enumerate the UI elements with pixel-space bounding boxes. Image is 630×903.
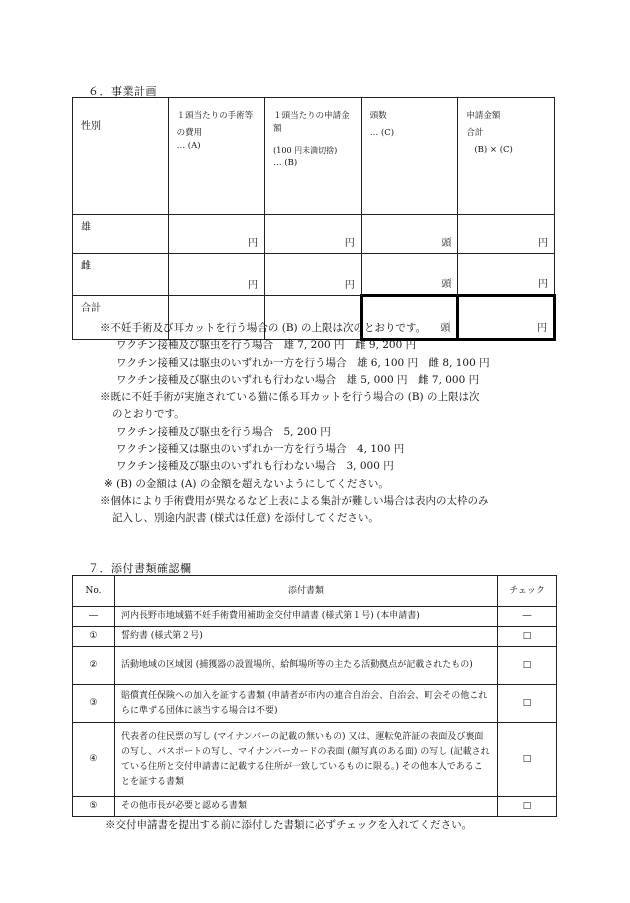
table-row: [73, 685, 557, 723]
header-check: チェック: [498, 576, 557, 607]
header-cost-line2: の費用: [176, 128, 203, 138]
checkbox[interactable]: □: [498, 685, 557, 723]
row-label-male: 雄: [73, 215, 169, 254]
checkbox[interactable]: □: [498, 627, 557, 647]
checkbox[interactable]: □: [498, 797, 557, 817]
note-line: ワクチン接種及び駆虫を行う場合 5, 200 円: [116, 425, 331, 438]
header-req-line1: １頭当たりの申請金: [273, 111, 350, 121]
row-label-total: 合計: [73, 296, 169, 340]
notes-block: [100, 320, 570, 528]
attachments-table: [72, 575, 557, 817]
total-heads-cell: 頭: [361, 296, 458, 340]
unit-cell: 円: [265, 254, 362, 296]
note-line: ※不妊手術及び耳カットを行う場合の (B) の上限は次のとおりです。: [100, 322, 427, 334]
row-doc: 活動地域の区域図 (捕獲器の設置場所、給餌場所等の主たる活動拠点が記載されたもの): [114, 647, 497, 685]
row-no: ④: [73, 723, 115, 797]
unit-cell: 頭: [361, 254, 458, 296]
header-total-line3: (B) × (C): [474, 145, 513, 155]
table-row: [73, 627, 557, 647]
note-line: ワクチン接種又は駆虫のいずれか一方を行う場合 雄 6, 100 円 雌 8, 100 円: [116, 356, 490, 369]
table-row: [73, 797, 557, 817]
row-doc: 代表者の住民票の写し (マイナンバーの記載の無いもの) 又は、運転免許証の表面及び裏面の写し、パスポートの写し、マイナンバーカードの表面 (顔写真のある面) の写し (記載されている住所と交付申請書に記載する住所が一致しているものに限る。) その他本人であることを証する書類: [114, 723, 497, 797]
header-sex: 性別: [73, 98, 169, 215]
row-check: ―: [498, 607, 557, 627]
header-total-line2: 合計: [466, 128, 484, 138]
table-header-row: [73, 98, 555, 215]
row-no: ②: [73, 647, 115, 685]
table-row: [73, 607, 557, 627]
unit-cell: 円: [458, 254, 555, 296]
table-row: [73, 723, 557, 797]
note-line: ワクチン接種及び駆虫のいずれも行わない場合 3, 000 円: [116, 460, 394, 473]
header-total: [458, 98, 555, 215]
section7-title: ７．添付書類確認欄: [88, 562, 192, 575]
note-line: ワクチン接種又は駆虫のいずれか一方を行う場合 4, 100 円: [116, 443, 405, 456]
checkbox[interactable]: □: [498, 647, 557, 685]
row-doc: 誓約書 (様式第２号): [114, 627, 497, 647]
row-no: ―: [73, 607, 115, 627]
unit-cell: 円: [168, 254, 265, 296]
unit-cell: 円: [458, 215, 555, 254]
table-row-male: [73, 215, 555, 254]
section6-title: ６．事業計画: [88, 85, 157, 98]
note-line: ワクチン接種及び駆虫を行う場合 雄 7, 200 円 雌 9, 200 円: [116, 339, 417, 352]
note-line: ワクチン接種及び駆虫のいずれも行わない場合 雄 5, 000 円 雌 7, 000 円: [116, 373, 480, 386]
row-label-female: 雌: [73, 254, 169, 296]
note-line: ※既に不妊手術が実施されている猫に係る耳カットを行う場合の (B) の上限は次: [100, 391, 480, 404]
unit-cell: 円: [265, 215, 362, 254]
header-heads-line2: … (C): [369, 128, 395, 138]
header-req-line3: (100 円未満切捨): [273, 146, 338, 155]
header-req-line2: 額: [273, 124, 282, 134]
header-cost-line3: … (A): [176, 141, 201, 151]
header-total-line1: 申請金額: [466, 111, 501, 121]
row-doc: 賠償責任保険への加入を証する書類 (申請者が市内の連合自治会、自治会、町会その他これらに準ずる団体に該当する場合は不要): [114, 685, 497, 723]
header-request: [265, 98, 362, 215]
note-line: ※ (B) の金額は (A) の金額を超えないようにしてください。: [104, 477, 389, 490]
header-heads: [361, 98, 458, 215]
note-line: ※個体により手術費用が異なるなど上表による集計が難しい場合は表内の太枠のみ: [100, 494, 489, 507]
header-doc: 添付書類: [114, 576, 497, 607]
row-no: ⑤: [73, 797, 115, 817]
unit-cell: 円: [168, 215, 265, 254]
checkbox[interactable]: □: [498, 723, 557, 797]
note-line: 記入し、別途内訳書 (様式は任意) を添付してください。: [112, 512, 379, 525]
footer-note: ※交付申請書を提出する前に添付した書類に必ずチェックを入れてください。: [105, 819, 473, 831]
note-line: のとおりです。: [112, 408, 185, 421]
attachments-header-row: [73, 576, 557, 607]
unit-cell: 頭: [361, 215, 458, 254]
header-cost: [168, 98, 265, 215]
header-cost-line1: １頭当たりの手術等: [176, 111, 254, 121]
header-heads-line1: 頭数: [369, 111, 387, 121]
row-doc: 河内長野市地域猫不妊手術費用補助金交付申請書 (様式第１号) (本申請書): [114, 607, 497, 627]
header-no: No.: [73, 576, 115, 607]
header-req-line4: … (B): [273, 158, 298, 168]
row-no: ①: [73, 627, 115, 647]
row-doc: その他市長が必要と認める書類: [114, 797, 497, 817]
row-no: ③: [73, 685, 115, 723]
business-plan-table: [72, 97, 556, 341]
table-row: [73, 647, 557, 685]
total-amount-cell: 円: [458, 296, 555, 340]
table-row-female: [73, 254, 555, 296]
